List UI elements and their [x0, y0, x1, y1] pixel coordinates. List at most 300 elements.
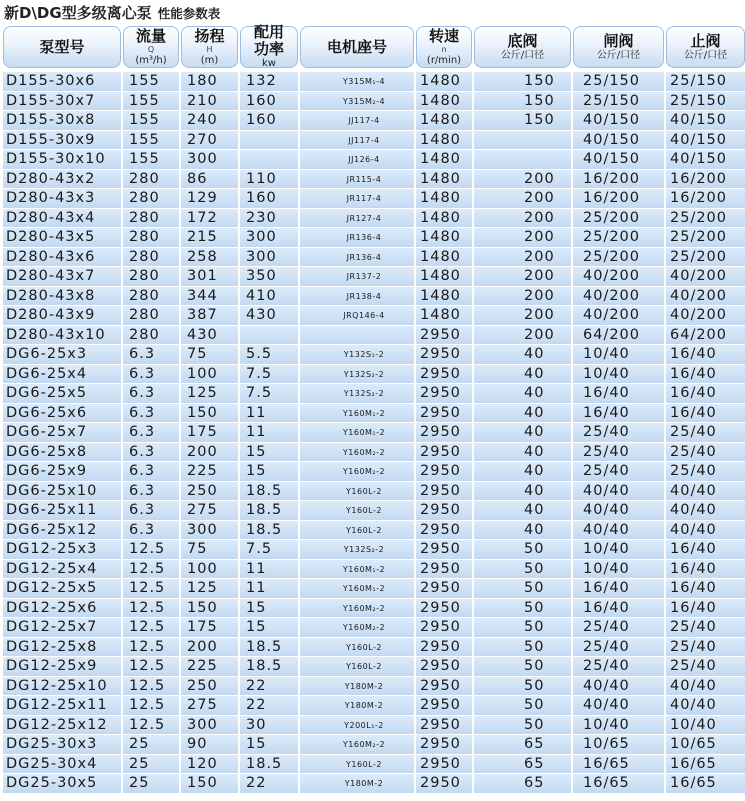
cell-flow: 6.3: [123, 384, 179, 404]
cell-gate-valve: 64/200: [573, 326, 664, 346]
cell-model: DG6-25x5: [3, 384, 121, 404]
cell-speed: 2950: [416, 716, 472, 736]
cell-head: 240: [181, 111, 238, 131]
cell-check-valve: 16/65: [666, 774, 745, 794]
cell-motor-frame: Y180M-2: [300, 677, 414, 697]
cell-power: 7.5: [240, 384, 298, 404]
cell-flow: 155: [123, 150, 179, 170]
cell-power: 15: [240, 443, 298, 463]
cell-power: 22: [240, 774, 298, 794]
cell-check-valve: 40/40: [666, 501, 745, 521]
cell-gate-valve: 16/40: [573, 579, 664, 599]
cell-foot-valve: 50: [474, 540, 571, 560]
cell-model: DG25-30x4: [3, 755, 121, 775]
cell-power: 11: [240, 404, 298, 424]
cell-check-valve: 25/200: [666, 209, 745, 229]
header-flow-main: 流量: [135, 26, 166, 45]
cell-head: 215: [181, 228, 238, 248]
cell-check-valve: 16/40: [666, 579, 745, 599]
cell-model: DG6-25x12: [3, 521, 121, 541]
cell-gate-valve: 16/40: [573, 599, 664, 619]
cell-head: 90: [181, 735, 238, 755]
cell-check-valve: 25/40: [666, 638, 745, 658]
cell-gate-valve: 25/40: [573, 423, 664, 443]
cell-speed: 1480: [416, 209, 472, 229]
cell-check-valve: 64/200: [666, 326, 745, 346]
cell-foot-valve: 200: [474, 189, 571, 209]
cell-head: 175: [181, 618, 238, 638]
cell-gate-valve: 16/40: [573, 384, 664, 404]
cell-flow: 12.5: [123, 716, 179, 736]
cell-motor-frame: Y160L-2: [300, 755, 414, 775]
cell-model: DG25-30x5: [3, 774, 121, 794]
cell-speed: 2950: [416, 638, 472, 658]
cell-check-valve: 16/40: [666, 404, 745, 424]
cell-foot-valve: 150: [474, 111, 571, 131]
cell-gate-valve: 40/40: [573, 696, 664, 716]
cell-motor-frame: Y160M₂-2: [300, 735, 414, 755]
cell-check-valve: 40/150: [666, 150, 745, 170]
cell-power: 160: [240, 189, 298, 209]
cell-model: D280-43x8: [3, 287, 121, 307]
cell-check-valve: 25/40: [666, 657, 745, 677]
cell-gate-valve: 16/200: [573, 189, 664, 209]
cell-power: [240, 326, 298, 346]
cell-motor-frame: JR115-4: [300, 170, 414, 190]
table-grid: [3, 23, 728, 794]
cell-speed: 2950: [416, 423, 472, 443]
cell-power: 22: [240, 696, 298, 716]
cell-speed: 1480: [416, 72, 472, 92]
header-check-valve-main: 止阀: [690, 31, 721, 50]
cell-foot-valve: 150: [474, 72, 571, 92]
cell-head: 300: [181, 521, 238, 541]
cell-power: 300: [240, 248, 298, 268]
cell-speed: 1480: [416, 306, 472, 326]
cell-flow: 12.5: [123, 677, 179, 697]
header-speed-main: 转速: [428, 26, 459, 45]
cell-motor-frame: JR127-4: [300, 209, 414, 229]
cell-model: D155-30x10: [3, 150, 121, 170]
cell-gate-valve: 25/200: [573, 228, 664, 248]
cell-power: 11: [240, 560, 298, 580]
header-power-main2: 功率: [253, 40, 284, 58]
cell-foot-valve: 200: [474, 228, 571, 248]
parameter-table: [3, 23, 728, 794]
cell-foot-valve: 50: [474, 716, 571, 736]
cell-head: 250: [181, 677, 238, 697]
cell-check-valve: 25/200: [666, 248, 745, 268]
cell-head: 180: [181, 72, 238, 92]
cell-foot-valve: 200: [474, 170, 571, 190]
cell-gate-valve: 10/40: [573, 365, 664, 385]
cell-power: 30: [240, 716, 298, 736]
cell-model: D280-43x4: [3, 209, 121, 229]
cell-flow: 12.5: [123, 618, 179, 638]
cell-power: 5.5: [240, 345, 298, 365]
cell-head: 387: [181, 306, 238, 326]
cell-check-valve: 25/40: [666, 443, 745, 463]
cell-motor-frame: JR137-2: [300, 267, 414, 287]
cell-speed: 1480: [416, 189, 472, 209]
cell-check-valve: 40/200: [666, 287, 745, 307]
cell-motor-frame: JJ117-4: [300, 111, 414, 131]
cell-foot-valve: 40: [474, 482, 571, 502]
cell-model: D280-43x7: [3, 267, 121, 287]
cell-flow: 155: [123, 131, 179, 151]
cell-speed: 2950: [416, 618, 472, 638]
cell-foot-valve: [474, 150, 571, 170]
header-head-unit: (m): [200, 54, 219, 66]
header-speed-unit: (r/min): [426, 54, 462, 66]
cell-check-valve: 16/200: [666, 189, 745, 209]
cell-model: DG12-25x12: [3, 716, 121, 736]
cell-power: 18.5: [240, 638, 298, 658]
cell-model: DG6-25x4: [3, 365, 121, 385]
cell-motor-frame: Y180M-2: [300, 774, 414, 794]
cell-speed: 2950: [416, 657, 472, 677]
cell-foot-valve: 200: [474, 306, 571, 326]
cell-head: 75: [181, 345, 238, 365]
cell-head: 210: [181, 92, 238, 112]
cell-model: DG6-25x11: [3, 501, 121, 521]
cell-flow: 12.5: [123, 540, 179, 560]
cell-model: D155-30x7: [3, 92, 121, 112]
cell-motor-frame: Y132S₁-2: [300, 345, 414, 365]
header-power: [240, 23, 298, 69]
cell-gate-valve: 16/200: [573, 170, 664, 190]
cell-motor-frame: Y315M₂-4: [300, 92, 414, 112]
cell-gate-valve: 10/40: [573, 716, 664, 736]
cell-flow: 6.3: [123, 423, 179, 443]
cell-motor-frame: JR136-4: [300, 228, 414, 248]
cell-model: DG12-25x4: [3, 560, 121, 580]
cell-head: 258: [181, 248, 238, 268]
header-speed-sub: n: [441, 44, 447, 54]
cell-head: 200: [181, 638, 238, 658]
cell-speed: 2950: [416, 599, 472, 619]
cell-head: 225: [181, 462, 238, 482]
cell-foot-valve: 50: [474, 618, 571, 638]
cell-head: 125: [181, 384, 238, 404]
cell-model: D155-30x8: [3, 111, 121, 131]
cell-head: 344: [181, 287, 238, 307]
cell-flow: 155: [123, 111, 179, 131]
cell-speed: 2950: [416, 482, 472, 502]
cell-check-valve: 25/150: [666, 92, 745, 112]
cell-foot-valve: 40: [474, 384, 571, 404]
cell-flow: 6.3: [123, 345, 179, 365]
cell-model: D155-30x9: [3, 131, 121, 151]
cell-foot-valve: 200: [474, 287, 571, 307]
header-motor-frame: [300, 26, 414, 68]
cell-speed: 1480: [416, 228, 472, 248]
cell-gate-valve: 40/40: [573, 677, 664, 697]
cell-gate-valve: 16/65: [573, 774, 664, 794]
cell-speed: 2950: [416, 677, 472, 697]
cell-check-valve: 16/40: [666, 384, 745, 404]
cell-motor-frame: Y132S₂-2: [300, 384, 414, 404]
cell-flow: 280: [123, 189, 179, 209]
cell-motor-frame: JR138-4: [300, 287, 414, 307]
cell-foot-valve: 200: [474, 209, 571, 229]
cell-model: DG12-25x9: [3, 657, 121, 677]
cell-motor-frame: Y160M₁-2: [300, 404, 414, 424]
cell-gate-valve: 25/150: [573, 92, 664, 112]
cell-power: 11: [240, 423, 298, 443]
cell-head: 200: [181, 443, 238, 463]
cell-head: 225: [181, 657, 238, 677]
cell-flow: 280: [123, 209, 179, 229]
cell-gate-valve: 40/150: [573, 131, 664, 151]
cell-check-valve: 25/40: [666, 423, 745, 443]
cell-motor-frame: Y160L-2: [300, 501, 414, 521]
header-power-main: 配用: [253, 23, 284, 41]
cell-motor-frame: Y160M₂-2: [300, 618, 414, 638]
cell-flow: 155: [123, 92, 179, 112]
cell-foot-valve: 40: [474, 521, 571, 541]
cell-flow: 12.5: [123, 657, 179, 677]
cell-speed: 2950: [416, 501, 472, 521]
cell-model: DG12-25x8: [3, 638, 121, 658]
cell-motor-frame: Y160L-2: [300, 638, 414, 658]
cell-foot-valve: 50: [474, 638, 571, 658]
header-flow-unit: (m³/h): [135, 54, 167, 66]
cell-speed: 2950: [416, 404, 472, 424]
cell-speed: 2950: [416, 735, 472, 755]
cell-gate-valve: 40/150: [573, 150, 664, 170]
cell-flow: 280: [123, 228, 179, 248]
cell-flow: 6.3: [123, 404, 179, 424]
cell-motor-frame: Y160L-2: [300, 482, 414, 502]
cell-check-valve: 16/40: [666, 599, 745, 619]
cell-check-valve: 40/40: [666, 677, 745, 697]
cell-speed: 1480: [416, 248, 472, 268]
cell-flow: 25: [123, 735, 179, 755]
cell-head: 120: [181, 755, 238, 775]
header-foot-valve: [474, 26, 571, 68]
cell-flow: 280: [123, 306, 179, 326]
cell-check-valve: 16/40: [666, 560, 745, 580]
cell-check-valve: 40/200: [666, 306, 745, 326]
cell-foot-valve: 40: [474, 345, 571, 365]
cell-gate-valve: 16/65: [573, 755, 664, 775]
cell-power: 18.5: [240, 521, 298, 541]
cell-foot-valve: 50: [474, 599, 571, 619]
header-model-main: 泵型号: [39, 37, 85, 56]
cell-head: 100: [181, 365, 238, 385]
cell-model: D280-43x5: [3, 228, 121, 248]
cell-flow: 12.5: [123, 696, 179, 716]
cell-gate-valve: 40/40: [573, 482, 664, 502]
cell-motor-frame: Y132S₂-2: [300, 365, 414, 385]
cell-foot-valve: 50: [474, 560, 571, 580]
cell-head: 129: [181, 189, 238, 209]
cell-speed: 2950: [416, 560, 472, 580]
cell-gate-valve: 25/40: [573, 443, 664, 463]
title-sub: 性能参数表: [157, 6, 221, 21]
cell-model: DG6-25x6: [3, 404, 121, 424]
cell-check-valve: 16/40: [666, 365, 745, 385]
cell-gate-valve: 40/40: [573, 501, 664, 521]
cell-speed: 1480: [416, 267, 472, 287]
cell-head: 172: [181, 209, 238, 229]
header-head-sub: H: [206, 44, 213, 54]
cell-speed: 2950: [416, 540, 472, 560]
cell-head: 275: [181, 501, 238, 521]
cell-power: 22: [240, 677, 298, 697]
cell-power: 230: [240, 209, 298, 229]
cell-head: 100: [181, 560, 238, 580]
cell-foot-valve: 65: [474, 774, 571, 794]
cell-power: 410: [240, 287, 298, 307]
cell-flow: 6.3: [123, 521, 179, 541]
cell-foot-valve: 40: [474, 404, 571, 424]
cell-flow: 25: [123, 774, 179, 794]
cell-head: 250: [181, 482, 238, 502]
cell-motor-frame: Y160M₂-2: [300, 462, 414, 482]
cell-motor-frame: Y160L-2: [300, 657, 414, 677]
cell-model: DG6-25x8: [3, 443, 121, 463]
cell-foot-valve: 150: [474, 92, 571, 112]
cell-gate-valve: 10/40: [573, 560, 664, 580]
header-head-main: 扬程: [194, 26, 225, 45]
page-title: [4, 2, 220, 24]
title-main: 新D\DG型多级离心泵: [4, 4, 152, 22]
cell-foot-valve: 50: [474, 677, 571, 697]
cell-gate-valve: 25/40: [573, 462, 664, 482]
cell-flow: 12.5: [123, 638, 179, 658]
cell-head: 175: [181, 423, 238, 443]
cell-check-valve: 40/40: [666, 696, 745, 716]
cell-power: 350: [240, 267, 298, 287]
cell-foot-valve: 200: [474, 267, 571, 287]
cell-motor-frame: Y160M₂-2: [300, 443, 414, 463]
cell-head: 75: [181, 540, 238, 560]
header-gate-valve-unit: 公斤/口径: [596, 49, 641, 61]
cell-power: 132: [240, 72, 298, 92]
cell-motor-frame: Y160M₁-2: [300, 423, 414, 443]
cell-speed: 1480: [416, 111, 472, 131]
cell-power: 15: [240, 618, 298, 638]
cell-motor-frame: JR136-4: [300, 248, 414, 268]
cell-motor-frame: Y132S₂-2: [300, 540, 414, 560]
header-gate-valve: [573, 26, 664, 68]
cell-check-valve: 40/40: [666, 521, 745, 541]
cell-check-valve: 16/200: [666, 170, 745, 190]
cell-check-valve: 10/65: [666, 735, 745, 755]
cell-motor-frame: [300, 326, 414, 346]
cell-speed: 2950: [416, 521, 472, 541]
cell-motor-frame: JJ117-4: [300, 131, 414, 151]
header-check-valve: [666, 26, 745, 68]
cell-model: D280-43x3: [3, 189, 121, 209]
cell-model: DG12-25x11: [3, 696, 121, 716]
cell-check-valve: 16/40: [666, 540, 745, 560]
cell-motor-frame: Y160L-2: [300, 521, 414, 541]
cell-head: 301: [181, 267, 238, 287]
cell-foot-valve: 65: [474, 735, 571, 755]
cell-foot-valve: 40: [474, 501, 571, 521]
cell-check-valve: 40/200: [666, 267, 745, 287]
cell-motor-frame: JR117-4: [300, 189, 414, 209]
cell-flow: 6.3: [123, 501, 179, 521]
cell-head: 150: [181, 404, 238, 424]
cell-model: DG12-25x10: [3, 677, 121, 697]
header-speed: [416, 26, 472, 68]
cell-flow: 12.5: [123, 579, 179, 599]
cell-head: 275: [181, 696, 238, 716]
header-flow: [123, 26, 179, 68]
cell-foot-valve: 50: [474, 579, 571, 599]
cell-speed: 2950: [416, 462, 472, 482]
cell-model: DG25-30x3: [3, 735, 121, 755]
cell-power: 18.5: [240, 755, 298, 775]
cell-model: DG6-25x3: [3, 345, 121, 365]
cell-power: 18.5: [240, 501, 298, 521]
cell-head: 150: [181, 774, 238, 794]
cell-power: 15: [240, 462, 298, 482]
cell-model: DG6-25x7: [3, 423, 121, 443]
cell-flow: 12.5: [123, 560, 179, 580]
cell-head: 300: [181, 150, 238, 170]
cell-model: DG12-25x3: [3, 540, 121, 560]
cell-check-valve: 25/40: [666, 618, 745, 638]
cell-motor-frame: Y160M₁-2: [300, 579, 414, 599]
cell-motor-frame: JJ126-4: [300, 150, 414, 170]
header-flow-sub: Q: [147, 44, 155, 54]
cell-model: DG12-25x6: [3, 599, 121, 619]
cell-speed: 1480: [416, 150, 472, 170]
cell-model: DG12-25x5: [3, 579, 121, 599]
cell-gate-valve: 10/40: [573, 345, 664, 365]
cell-model: DG12-25x7: [3, 618, 121, 638]
cell-check-valve: 40/150: [666, 111, 745, 131]
cell-gate-valve: 16/40: [573, 404, 664, 424]
header-head: [181, 26, 238, 68]
cell-gate-valve: 40/200: [573, 267, 664, 287]
cell-foot-valve: 40: [474, 365, 571, 385]
cell-flow: 12.5: [123, 599, 179, 619]
cell-model: D280-43x2: [3, 170, 121, 190]
cell-speed: 2950: [416, 696, 472, 716]
cell-head: 150: [181, 599, 238, 619]
cell-flow: 6.3: [123, 365, 179, 385]
cell-flow: 280: [123, 287, 179, 307]
cell-speed: 2950: [416, 774, 472, 794]
cell-gate-valve: 25/40: [573, 657, 664, 677]
cell-gate-valve: 25/40: [573, 618, 664, 638]
cell-flow: 280: [123, 326, 179, 346]
cell-model: D280-43x9: [3, 306, 121, 326]
cell-power: 15: [240, 599, 298, 619]
cell-gate-valve: 40/150: [573, 111, 664, 131]
cell-model: D280-43x6: [3, 248, 121, 268]
cell-foot-valve: [474, 131, 571, 151]
cell-power: 160: [240, 92, 298, 112]
cell-model: D280-43x10: [3, 326, 121, 346]
cell-power: 18.5: [240, 482, 298, 502]
cell-model: DG6-25x10: [3, 482, 121, 502]
cell-foot-valve: 40: [474, 423, 571, 443]
cell-speed: 1480: [416, 170, 472, 190]
cell-head: 270: [181, 131, 238, 151]
cell-gate-valve: 25/200: [573, 209, 664, 229]
cell-head: 125: [181, 579, 238, 599]
cell-flow: 280: [123, 170, 179, 190]
cell-flow: 25: [123, 755, 179, 775]
cell-speed: 2950: [416, 345, 472, 365]
